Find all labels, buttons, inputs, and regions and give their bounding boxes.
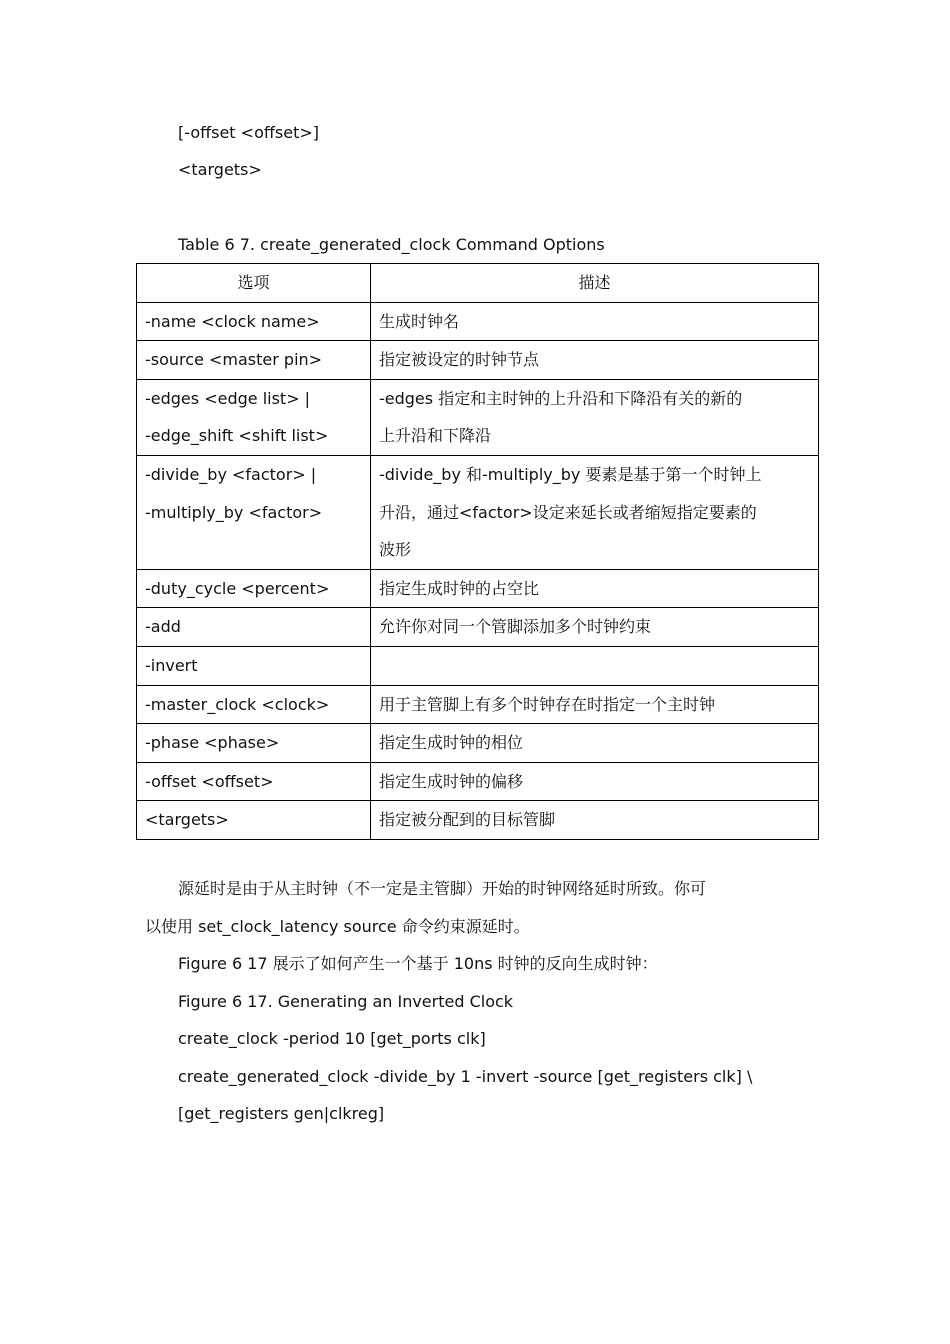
code-line-1: create_clock -period 10 [get_ports clk] xyxy=(178,1029,486,1048)
option-cell: -duty_cycle <percent> xyxy=(137,569,371,608)
figure-reference: Figure 6 17 展示了如何产生一个基于 10ns 时钟的反向生成时钟： xyxy=(178,954,658,973)
description-cell: 生成时钟名 xyxy=(371,302,819,341)
description-cell: 指定被设定的时钟节点 xyxy=(371,341,819,380)
pre-line-offset: [-offset <offset>] xyxy=(178,123,319,142)
option-cell: -add xyxy=(137,608,371,647)
table-caption: Table 6 7. create_generated_clock Command Options xyxy=(178,235,605,254)
table-row xyxy=(137,762,819,801)
option-cell: -offset <offset> xyxy=(137,762,371,801)
figure-caption: Figure 6 17. Generating an Inverted Clock xyxy=(178,992,514,1011)
options-table xyxy=(136,263,819,840)
table-row xyxy=(137,608,819,647)
option-cell: -divide_by <factor> | -multiply_by <factor> xyxy=(137,455,371,569)
code-line-3: [get_registers gen|clkreg] xyxy=(178,1104,385,1123)
description-cell: -edges 指定和主时钟的上升沿和下降沿有关的新的 上升沿和下降沿 xyxy=(371,379,819,455)
option-cell: -phase <phase> xyxy=(137,724,371,763)
table-row xyxy=(137,341,819,380)
table-header-row xyxy=(137,264,819,303)
option-cell: -name <clock name> xyxy=(137,302,371,341)
option-cell: -edges <edge list> | -edge_shift <shift list> xyxy=(137,379,371,455)
code-line-2: create_generated_clock -divide_by 1 -invert -source [get_registers clk] \ xyxy=(178,1067,753,1086)
header-description: 描述 xyxy=(371,264,819,303)
paragraph-line-2: 以使用 set_clock_latency source 命令约束源延时。 xyxy=(145,917,530,936)
header-option: 选项 xyxy=(137,264,371,303)
description-cell: 指定生成时钟的偏移 xyxy=(371,762,819,801)
description-cell: 指定生成时钟的相位 xyxy=(371,724,819,763)
paragraph-line-1: 源延时是由于从主时钟（不一定是主管脚）开始的时钟网络延时所致。你可 xyxy=(178,879,707,898)
table-row xyxy=(137,724,819,763)
description-cell: 指定被分配到的目标管脚 xyxy=(371,801,819,840)
option-cell: <targets> xyxy=(137,801,371,840)
option-cell: -source <master pin> xyxy=(137,341,371,380)
description-cell: 允许你对同一个管脚添加多个时钟约束 xyxy=(371,608,819,647)
table-row xyxy=(137,455,819,569)
table-row xyxy=(137,379,819,455)
description-cell: 指定生成时钟的占空比 xyxy=(371,569,819,608)
description-cell: -divide_by 和-multiply_by 要素是基于第一个时钟上 升沿，通过<factor>设定来延长或者缩短指定要素的 波形 xyxy=(371,455,819,569)
table-row xyxy=(137,685,819,724)
table-row xyxy=(137,302,819,341)
description-cell xyxy=(371,646,819,685)
option-cell: -invert xyxy=(137,646,371,685)
option-cell: -master_clock <clock> xyxy=(137,685,371,724)
table-row xyxy=(137,801,819,840)
table-row xyxy=(137,569,819,608)
description-cell: 用于主管脚上有多个时钟存在时指定一个主时钟 xyxy=(371,685,819,724)
table-row xyxy=(137,646,819,685)
pre-line-targets: <targets> xyxy=(178,160,262,179)
